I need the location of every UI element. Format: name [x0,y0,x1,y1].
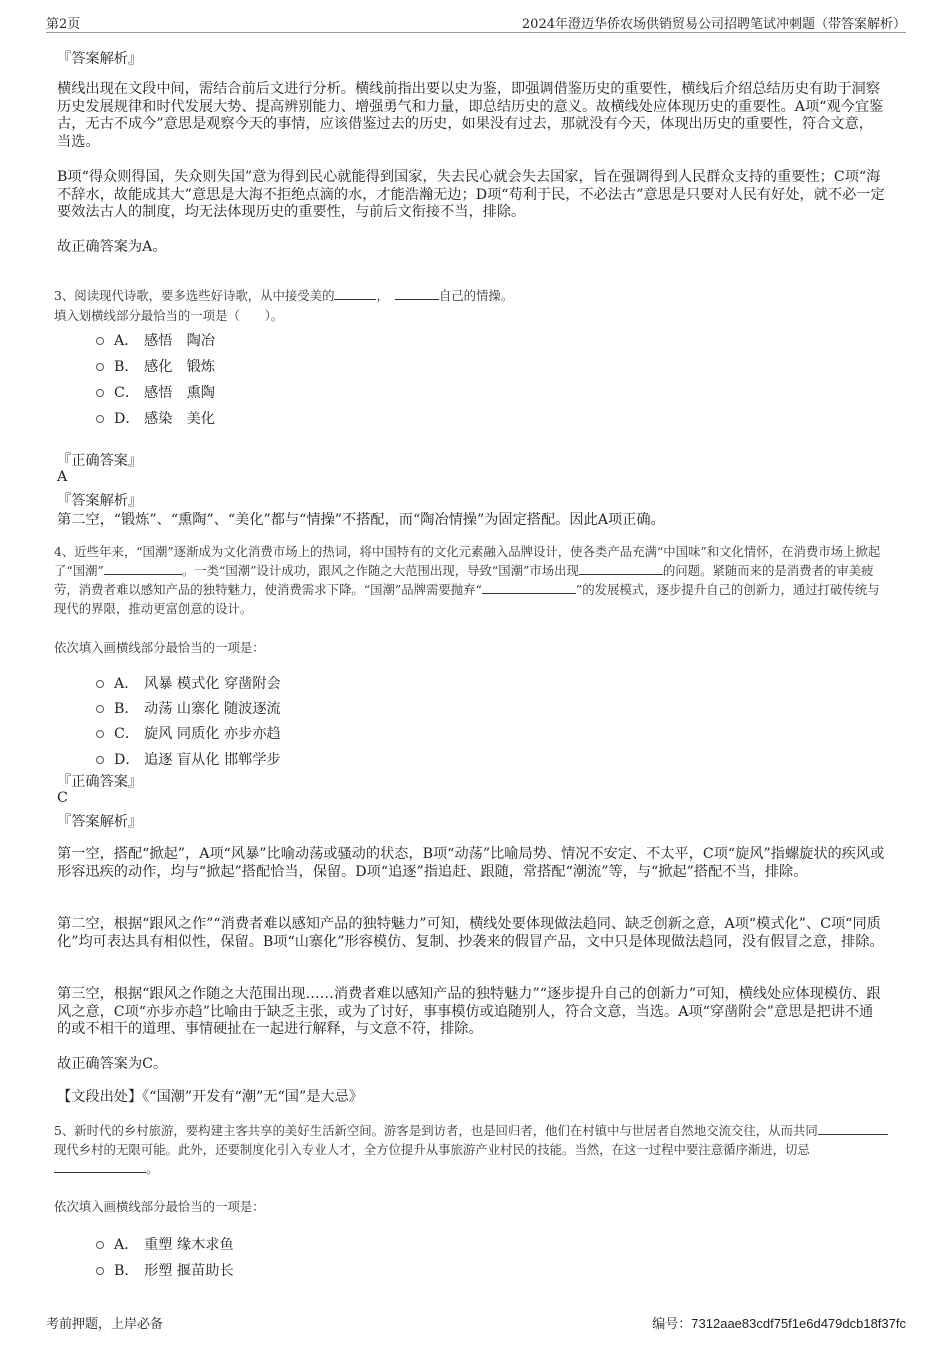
correct-answer-label: 『正确答案』 [57,453,143,469]
stem-text: 3、阅读现代诗歌，要多选些好诗歌，从中接受美的 [54,288,335,303]
document-title: 2024年澄迈华侨农场供销贸易公司招聘笔试冲刺题（带答案解析） [521,17,906,32]
option-text: 形塑 揠苗助长 [144,1263,234,1279]
radio-icon[interactable] [96,389,104,397]
stem-text: 自己的情操。 [438,288,514,303]
analysis-paragraph: B项“得众则得国，失众则失国”意为得到民心就能得到国家，失去民心就会失去国家，旨在强调得到人民群众支持的重要性；C项“海不辞水，故能成其大”意思是大海不拒绝点滴的水，才能浩瀚无边；D项“苟利于民，不必法古”意思是只要对人民有好处，就不必一定要效法古人的制度，均无法体现历史的重要性，与前后文衔接不当，排除。 [57,169,885,220]
radio-icon[interactable] [96,730,104,738]
option-key: B． [114,359,139,375]
question-stem [54,286,890,305]
option-key: C． [114,726,140,742]
blank [104,562,182,575]
analysis-paragraph: 第二空，“锻炼”、“熏陶”、“美化”都与“情操”不搭配，而“陶冶情操”为固定搭配。因此A项正确。 [57,512,665,528]
stem-text: 。 [146,1161,159,1176]
blank [482,581,576,594]
answer-conclusion: 故正确答案为C。 [57,1056,168,1072]
option-text: 风暴 模式化 穿凿附会 [144,676,281,692]
document-code [652,1313,906,1332]
option-key: D． [114,411,140,427]
question-prompt: 依次填入画横线部分最恰当的一项是： [54,640,265,655]
blank [579,562,663,575]
stem-text: 4、近些年来，“国潮”逐渐成为文化消费市场上的热词，将中国特有的文化元素融入品牌设计，使各类产品充满“中国味”和文化情怀，在消费市场上掀起了“国潮” [54,544,881,578]
analysis-paragraph: 第一空，搭配“掀起”，A项“风暴”比喻动荡或骚动的状态，B项“动荡”比喻局势、情况不安定、不太平，C项“旋风”指螺旋状的疾风或形容迅疾的动作，均与“掀起”搭配恰当，保留。D项“追逐”指追赶、跟随，常搭配“潮流”等，与“掀起”搭配不当，排除。 [57,846,885,880]
blank [334,287,376,300]
blank [818,1122,888,1135]
page-number: 第2页 [46,17,81,32]
option-key: A． [114,1237,139,1253]
option-text: 旋风 同质化 亦步亦趋 [144,726,281,742]
blank [395,287,439,300]
blank [54,1160,146,1173]
correct-answer: C [57,790,68,806]
option-text: 感悟 陶冶 [144,333,215,349]
analysis-label: 『答案解析』 [57,493,143,509]
radio-icon[interactable] [96,756,104,764]
radio-icon[interactable] [96,415,104,423]
stem-text: 。一类“国潮”设计成功，跟风之作随之大范围出现，导致“国潮”市场出现 [181,563,579,578]
stem-text: 5、新时代的乡村旅游，要构建主客共享的美好生活新空间。游客是到访者，也是回归者，他们在村镇中与世居者自然地交流交往，从而共同 [54,1123,818,1138]
option-key: A． [114,333,139,349]
analysis-paragraph: 第二空，根据“跟风之作”“消费者难以感知产品的独特魅力”可知，横线处要体现做法趋同、缺乏创新之意，A项“模式化”、C项“同质化”均可表达具有相似性，保留。B项“山寨化”形容模仿、复制、抄袭来的假冒产品，文中只是体现做法趋同，没有假冒之意，排除。 [57,916,884,950]
analysis-label: 『答案解析』 [57,51,143,67]
option-key: C． [114,385,140,401]
option-text: 感悟 熏陶 [144,385,215,401]
page-header [46,10,906,33]
option-key: D． [114,752,140,768]
option-key: B． [114,1263,139,1279]
stem-text: 现代乡村的无限可能。此外，还要制度化引入专业人才，全方位提升从事旅游产业村民的技能。当然，在这一过程中要注意循序渐进，切忌 [54,1142,810,1157]
question-prompt: 依次填入画横线部分最恰当的一项是： [54,1199,265,1214]
correct-answer-label: 『正确答案』 [57,774,143,790]
radio-icon[interactable] [96,680,104,688]
correct-answer: A [57,469,68,485]
option-text: 动荡 山寨化 随波逐流 [144,701,281,717]
footer-slogan: 考前押题，上岸必备 [46,1317,164,1332]
code-label: 编号： [652,1317,692,1332]
radio-icon[interactable] [96,705,104,713]
question-stem [54,1121,890,1178]
analysis-paragraph: 第三空，根据“跟风之作随之大范围出现……消费者难以感知产品的独特魅力”“逐步提升自己的创新力”可知，横线处应体现模仿、跟风之意，C项“亦步亦趋”比喻由于缺乏主张，或为了讨好，事事模仿或追随别人，符合文意，当选。A项“穿凿附会”意思是把讲不通的或不相干的道理、事情硬扯在一起进行解释，与文意不符，排除。 [57,986,881,1037]
radio-icon[interactable] [96,1267,104,1275]
analysis-label: 『答案解析』 [57,814,143,830]
option-text: 追逐 盲从化 邯郸学步 [144,752,281,768]
radio-icon[interactable] [96,1241,104,1249]
analysis-paragraph: 横线出现在文段中间，需结合前后文进行分析。横线前指出要以史为鉴，即强调借鉴历史的重要性，横线后介绍总结历史有助于洞察历史发展规律和时代发展大势、提高辨别能力、增强勇气和力量，即总结历史的意义。故横线处应体现历史的重要性。A项“观今宜鉴古，无古不成今”意思是观察今天的事情，应该借鉴过去的历史，如果没有过去，那就没有今天，体现出历史的重要性，符合文意，当选。 [57,81,884,150]
stem-text: 的问题。紧随而来的是消费者的审美疲劳，消费者难以感知产品的独特魅力，使消费需求下降。“国潮”品牌需要抛弃“ [54,563,874,597]
code-value: 7312aae83cdf75f1e6d479dcb18f37fc [691,1316,906,1331]
passage-source: 【文段出处】《“国潮”开发有“潮”无“国”是大忌》 [57,1089,363,1105]
option-text: 重塑 缘木求鱼 [144,1237,234,1253]
option-key: B． [114,701,139,717]
question-prompt: 填入划横线部分最恰当的一项是（ ）。 [54,308,284,323]
answer-conclusion: 故正确答案为A。 [57,239,167,255]
option-text: 感化 锻炼 [144,359,215,375]
option-text: 感染 美化 [144,411,215,427]
stem-text: ， [376,288,389,303]
option-key: A． [114,676,139,692]
question-stem [54,542,890,618]
radio-icon[interactable] [96,337,104,345]
radio-icon[interactable] [96,363,104,371]
stem-text: ”的发展模式，逐步提升自己的创新力，通过打破传统与现代的界限，推动更富创意的设计。 [54,582,880,616]
